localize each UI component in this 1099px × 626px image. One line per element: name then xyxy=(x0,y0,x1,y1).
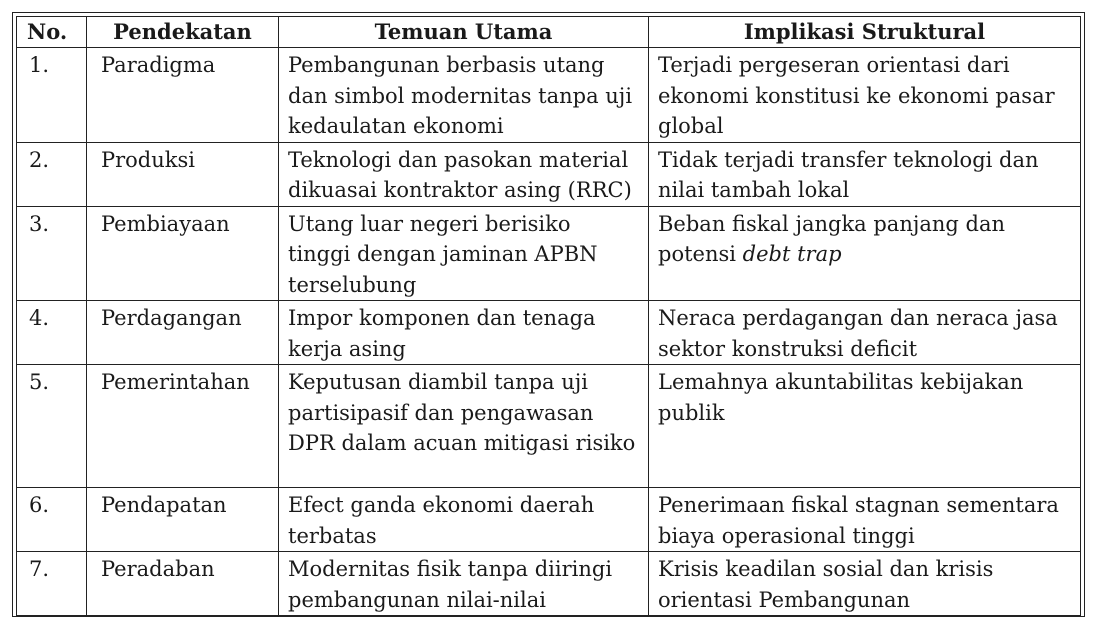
cell-pendekatan: Pemerintahan xyxy=(87,365,279,488)
cell-implikasi: Terjadi pergeseran orientasi dari ekonomi konstitusi ke ekonomi pasar global xyxy=(649,48,1081,143)
table-frame xyxy=(12,12,1085,617)
cell-pendekatan: Perdagangan xyxy=(87,301,279,365)
cell-temuan: Impor komponen dan tenaga kerja asing xyxy=(279,301,649,365)
cell-no: 7. xyxy=(17,552,87,616)
cell-implikasi-italic: debt trap xyxy=(742,242,842,266)
cell-implikasi xyxy=(649,206,1081,301)
table-row xyxy=(17,488,1081,552)
cell-temuan: Efect ganda ekonomi daerah terbatas xyxy=(279,488,649,552)
cell-temuan: Keputusan diambil tanpa uji partisipasif dan pengawasan DPR dalam acuan mitigasi risiko xyxy=(279,365,649,488)
cell-implikasi: Krisis keadilan sosial dan krisis orientasi Pembangunan xyxy=(649,552,1081,616)
cell-pendekatan: Pendapatan xyxy=(87,488,279,552)
table-row xyxy=(17,142,1081,206)
cell-pendekatan: Peradaban xyxy=(87,552,279,616)
header-pendekatan: Pendekatan xyxy=(87,17,279,48)
cell-pendekatan: Produksi xyxy=(87,142,279,206)
table-row xyxy=(17,301,1081,365)
header-no: No. xyxy=(17,17,87,48)
cell-no: 1. xyxy=(17,48,87,143)
cell-pendekatan: Paradigma xyxy=(87,48,279,143)
cell-implikasi: Lemahnya akuntabilitas kebijakan publik xyxy=(649,365,1081,488)
cell-no: 4. xyxy=(17,301,87,365)
header-temuan-utama: Temuan Utama xyxy=(279,17,649,48)
cell-implikasi: Penerimaan fiskal stagnan sementara biaya operasional tinggi xyxy=(649,488,1081,552)
cell-temuan: Modernitas fisik tanpa diiringi pembangunan nilai-nilai xyxy=(279,552,649,616)
header-implikasi-struktural: Implikasi Struktural xyxy=(649,17,1081,48)
cell-implikasi-text: Beban fiskal jangka panjang dan potensi xyxy=(658,211,1006,266)
cell-implikasi: Tidak terjadi transfer teknologi dan nilai tambah lokal xyxy=(649,142,1081,206)
cell-no: 5. xyxy=(17,365,87,488)
table-header-row xyxy=(17,17,1081,48)
cell-temuan: Pembangunan berbasis utang dan simbol modernitas tanpa uji kedaulatan ekonomi xyxy=(279,48,649,143)
cell-temuan: Utang luar negeri berisiko tinggi dengan jaminan APBN terselubung xyxy=(279,206,649,301)
table-row xyxy=(17,48,1081,143)
table-row xyxy=(17,552,1081,616)
cell-no: 6. xyxy=(17,488,87,552)
cell-implikasi: Neraca perdagangan dan neraca jasa sektor konstruksi deficit xyxy=(649,301,1081,365)
cell-no: 2. xyxy=(17,142,87,206)
cell-temuan: Teknologi dan pasokan material dikuasai kontraktor asing (RRC) xyxy=(279,142,649,206)
cell-no: 3. xyxy=(17,206,87,301)
cell-pendekatan: Pembiayaan xyxy=(87,206,279,301)
findings-table xyxy=(16,16,1081,616)
table-row xyxy=(17,206,1081,301)
table-row xyxy=(17,365,1081,488)
